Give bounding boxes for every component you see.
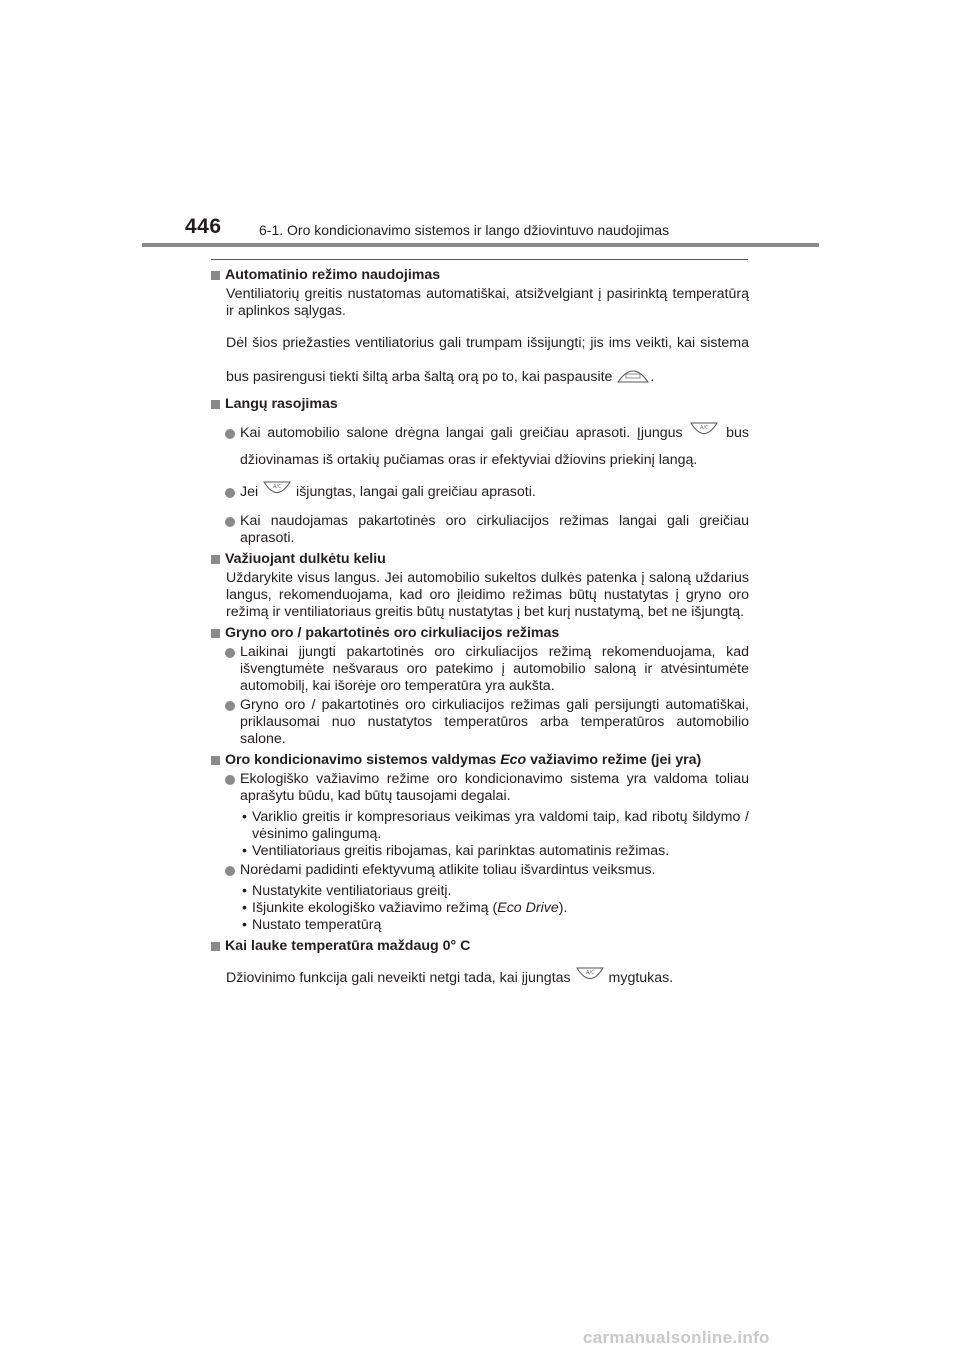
- section-heading-auto: Automatinio režimo naudojimas: [211, 267, 749, 284]
- section-heading-fog: Langų rasojimas: [211, 396, 749, 413]
- sub-list-item: • Ventiliatoriaus greitis ribojamas, kai parinktas automatinis režimas.: [242, 843, 670, 859]
- chapter-title: 6-1. Oro kondicionavimo sistemos ir lango džiovintuvo naudojimas: [259, 222, 670, 238]
- square-bullet-icon: [211, 400, 220, 409]
- list-item: Norėdami padidinti efektyvumą atlikite toliau išvardintus veiksmus.: [211, 862, 749, 879]
- round-bullet-icon: [225, 488, 235, 498]
- paragraph: Uždarykite visus langus. Jei automobilio sukeltos dulkės patenka į saloną uždarius langus, rekomenduojama, kad oro įleidimo režimas būtų nustatytas į gryno oro režimą ir ventiliatoriaus greitis būtų nustatytas į bet kurį nustatymą, bet ne išjungtą.: [226, 570, 749, 620]
- ac-button-icon: [575, 965, 605, 985]
- sub-list-item: • Nustato temperatūrą: [242, 917, 382, 933]
- svg-text:A/C: A/C: [585, 970, 595, 977]
- section-heading-recirc: Gryno oro / pakartotinės oro cirkuliacijos režimas: [211, 625, 749, 642]
- section-heading-eco: Oro kondicionavimo sistemos valdymas Eco važiavimo režime (jei yra): [211, 752, 749, 769]
- svg-text:A/C: A/C: [700, 425, 709, 432]
- square-bullet-icon: [211, 942, 220, 951]
- square-bullet-icon: [211, 756, 220, 765]
- round-bullet-icon: [225, 775, 235, 785]
- svg-text:A/C: A/C: [273, 484, 282, 491]
- ac-button-icon: [262, 479, 292, 499]
- square-bullet-icon: [211, 271, 220, 280]
- list-item: Laikinai įjungti pakartotinės oro cirkuliacijos režimą rekomenduojama, kad išvengtumėte nešvaraus oro patekimo į automobilio saloną ir atvėsintumėte automobilį, kai išorėje oro temperatūra yra aukšta.: [211, 644, 749, 695]
- round-bullet-icon: [225, 648, 235, 658]
- paragraph: Džiovinimo funkcija gali neveikti netgi tada, kai įjungtas A/C mygtukas.: [211, 963, 749, 993]
- page-content: [211, 267, 749, 993]
- round-bullet-icon: [225, 866, 235, 876]
- paragraph: Dėl šios priežasties ventiliatorius gali trumpam išsijungti; jis ims veikti, kai sistema bus pasirengusi tiekti šiltą arba šaltą orą po to, kai paspausite .: [226, 335, 749, 385]
- list-item: Kai automobilio salone drėgna langai gali greičiau aprasoti. Įjungus A/C bus džiovinamas iš ortakių pučiamas oras ir efektyviai džiovins priekinį langą.: [211, 420, 749, 474]
- section-heading-cold: Kai lauke temperatūra maždaug 0° C: [211, 938, 749, 955]
- round-bullet-icon: [225, 517, 235, 527]
- sub-list-item: • Nustatykite ventiliatoriaus greitį.: [242, 883, 452, 899]
- auto-button-icon: [616, 363, 650, 385]
- square-bullet-icon: [211, 629, 220, 638]
- round-bullet-icon: [225, 429, 235, 439]
- header-rule: [142, 243, 819, 247]
- list-item: Kai naudojamas pakartotinės oro cirkuliacijos režimas langai gali greičiau aprasoti.: [211, 513, 749, 547]
- ac-button-icon: [689, 420, 719, 440]
- sub-list-item: • Išjunkite ekologiško važiavimo režimą (Eco Drive).: [242, 900, 568, 916]
- round-bullet-icon: [225, 701, 235, 711]
- section-rule: [211, 259, 748, 260]
- list-item: Gryno oro / pakartotinės oro cirkuliacijos režimas gali persijungti automatiškai, priklausomai nuo nustatytos temperatūros arba temperatūros automobilio salone.: [211, 697, 749, 748]
- sub-list-item: • Variklio greitis ir kompresoriaus veikimas yra valdomi taip, kad ribotų šildymo / vėsinimo galingumą.: [242, 809, 749, 842]
- page-number: 446: [185, 215, 222, 238]
- paragraph: Ventiliatorių greitis nustatomas automatiškai, atsižvelgiant į pasirinktą temperatūrą ir aplinkos sąlygas.: [226, 286, 749, 319]
- list-item: Jei A/C išjungtas, langai gali greičiau aprasoti.: [211, 479, 749, 506]
- list-item: Ekologiško važiavimo režime oro kondicionavimo sistema yra valdoma toliau aprašytu būdu, kad būtų tausojami degalai.: [211, 771, 749, 805]
- square-bullet-icon: [211, 555, 220, 564]
- section-heading-dusty: Važiuojant dulkėtu keliu: [211, 551, 749, 568]
- watermark: carmanualsonline.info: [583, 1328, 770, 1347]
